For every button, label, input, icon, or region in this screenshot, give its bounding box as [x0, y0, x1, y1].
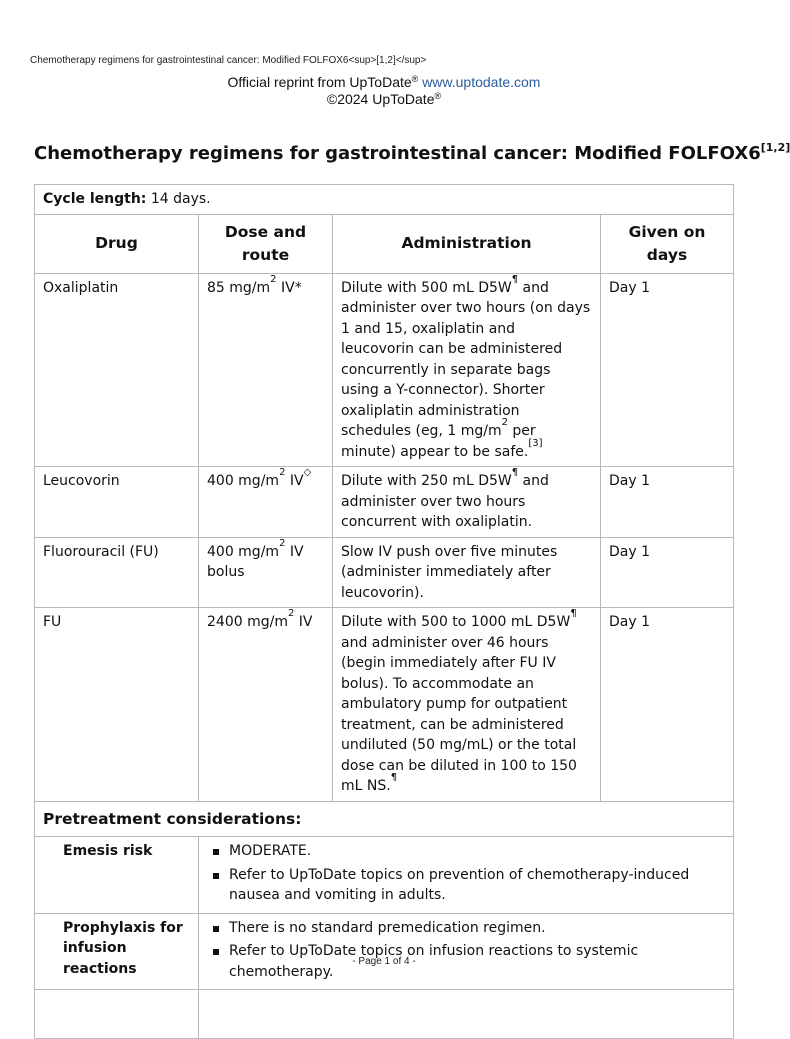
- given-days: Day 1: [601, 467, 734, 538]
- bullet-item: Refer to UpToDate topics on prevention of chemotherapy-induced nausea and vomiting in adults.: [229, 865, 725, 906]
- dose-route: 400 $mg/m^2$ IV◇: [199, 467, 333, 538]
- pretreatment-details: [199, 913, 734, 990]
- dose-exponent: 2: [270, 273, 277, 285]
- drug-row: [35, 537, 734, 608]
- pretreatment-row: [35, 837, 734, 914]
- pretreatment-label: Emesis risk: [35, 837, 199, 914]
- administration-text: Slow IV push over five minutes (administer immediately after leucovorin).: [333, 537, 601, 608]
- regimen-table: [34, 184, 734, 1039]
- pretreatment-heading: Pretreatment considerations:: [35, 801, 734, 837]
- title-text: Chemotherapy regimens for gastrointestinal cancer: Modified FOLFOX6: [34, 143, 761, 164]
- drug-row: [35, 273, 734, 467]
- dose-exponent: 2: [279, 467, 286, 478]
- footnote-mark: 2: [501, 417, 508, 428]
- dose-route: 85 $mg/m^2$ IV*: [199, 273, 333, 467]
- cycle-label: Cycle length:: [43, 191, 147, 207]
- administration-text: Dilute with 500 to 1000 mL D5W¶ and administer over 46 hours (begin immediately after FU IV bolus). To accommodate an ambulatory pump for outpatient treatment, can be administered undiluted (50 mg/mL) or the total dose can be diluted in 100 to 150 mL NS.¶: [333, 608, 601, 802]
- registered-mark-2: ®: [434, 91, 442, 101]
- col-header-administration: Administration: [333, 214, 601, 273]
- bullet-list: [207, 918, 725, 983]
- drug-rows: [35, 273, 734, 801]
- pretreatment-row: [35, 913, 734, 990]
- given-days: Day 1: [601, 608, 734, 802]
- copyright-text: ©2024 UpToDate: [326, 91, 435, 107]
- dose-exponent: 2: [287, 608, 295, 619]
- col-header-drug: Drug: [35, 214, 199, 273]
- administration-text: Dilute with 250 mL D5W¶ and administer over two hours concurrent with oxaliplatin.: [333, 467, 601, 538]
- reference-link[interactable]: [3]: [528, 437, 543, 449]
- reprint-text: Official reprint from UpToDate: [227, 74, 412, 90]
- dose-exponent: 2: [279, 537, 286, 549]
- bullet-item: MODERATE.: [229, 841, 725, 862]
- footnote-mark: ¶: [511, 273, 519, 285]
- pretreatment-label: Prophylaxis for infusion reactions: [35, 913, 199, 990]
- pretreatment-details: [199, 837, 734, 914]
- partial-row: [35, 990, 734, 1039]
- cycle-value: 14 days.: [150, 191, 211, 207]
- bullet-item: Refer to UpToDate topics on infusion reactions to systemic chemotherapy.: [229, 941, 725, 982]
- uptodate-link[interactable]: www.uptodate.com: [422, 74, 541, 90]
- drug-name: Fluorouracil (FU): [35, 537, 199, 608]
- footnote-mark: ¶: [511, 467, 519, 478]
- dose-footnote-mark: ◇: [303, 467, 312, 478]
- col-header-dose: Dose and route: [199, 214, 333, 273]
- col-header-days: Given on days: [601, 214, 734, 273]
- bullet-list: [207, 841, 725, 906]
- drug-name: Leucovorin: [35, 467, 199, 538]
- reprint-notice: [0, 74, 768, 108]
- administration-text: Dilute with 500 mL D5W¶ and administer over two hours (on days 1 and 15, oxaliplatin and leucovorin can be administered concurrently in separate bags using a Y-connector). Shorter oxaliplatin administration schedules (eg, 1 $mg/m^2$ per minute) appear to be safe.[3]: [333, 273, 601, 467]
- footnote-mark: ¶: [390, 772, 398, 783]
- page-title: [34, 143, 790, 164]
- page-footer: - Page 1 of 4 -: [352, 956, 416, 967]
- title-refs[interactable]: [1,2]: [760, 141, 790, 154]
- drug-row: [35, 608, 734, 802]
- given-days: Day 1: [601, 273, 734, 467]
- cycle-row: [35, 185, 734, 215]
- registered-mark: ®: [411, 74, 419, 84]
- dose-route: 2400 $mg/m^2$ IV: [199, 608, 333, 802]
- bullet-item: There is no standard premedication regimen.: [229, 918, 725, 939]
- dose-route: 400 $mg/m^2$ IV bolus: [199, 537, 333, 608]
- pretreatment-heading-row: [35, 801, 734, 837]
- drug-name: FU: [35, 608, 199, 802]
- print-header-title: Chemotherapy regimens for gastrointestinal cancer: Modified FOLFOX6<sup>[1,2]</sup>: [30, 55, 427, 66]
- cycle-length-cell: [35, 185, 734, 215]
- drug-row: [35, 467, 734, 538]
- column-header-row: [35, 214, 734, 273]
- footnote-mark: ¶: [570, 608, 577, 619]
- drug-name: Oxaliplatin: [35, 273, 199, 467]
- given-days: Day 1: [601, 537, 734, 608]
